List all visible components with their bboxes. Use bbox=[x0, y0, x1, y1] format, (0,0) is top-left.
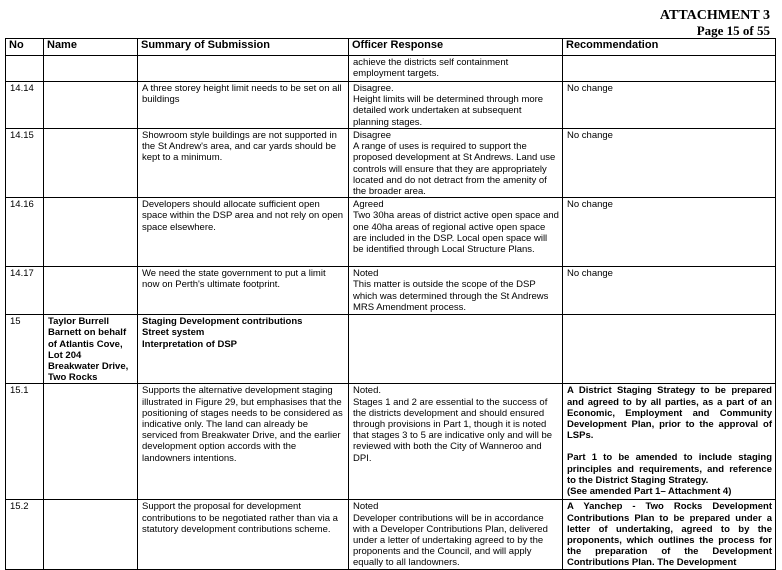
cell-name: Taylor Burrell Barnett on behalf of Atlantis Cove, Lot 204 Breakwater Drive, Two Rocks bbox=[44, 315, 138, 384]
cell-response bbox=[349, 500, 563, 570]
cell-response bbox=[349, 56, 563, 82]
response-verdict: Disagree. bbox=[353, 83, 394, 94]
cell-recommendation bbox=[563, 384, 776, 500]
cell-response bbox=[349, 315, 563, 384]
cell-no: 14.15 bbox=[6, 129, 44, 198]
recommendation-text: A Yanchep - Two Rocks Development Contributions Plan to be prepared under a letter of undertaking, agreed to by the proponents, which outlines the process for the preparation of the Development Contributions Plan. The Development bbox=[567, 501, 772, 569]
recommendation-text: No change bbox=[567, 130, 613, 141]
response-text: Developer contributions will be in accordance with a Developer Contributions Plan, delivered under a letter of undertaking agreed to by the proponents and the Council, and will apply equally to all landowners. bbox=[353, 512, 548, 569]
recommendation-text: No change bbox=[567, 83, 613, 94]
attachment-label: ATTACHMENT 3 bbox=[659, 8, 770, 23]
attachment-header bbox=[660, 8, 770, 38]
summary-text: A three storey height limit needs to be set on all buildings bbox=[142, 83, 342, 106]
recommendation-text: A District Staging Strategy to be prepared and agreed to by all parties, as a part of an Economic, Employment and Community Development Plan, prior to the approval of LSPs. bbox=[567, 385, 772, 442]
cell-name bbox=[44, 56, 138, 82]
topic-item: Interpretation of DSP bbox=[142, 338, 238, 350]
response-verdict: Noted bbox=[353, 268, 379, 280]
paragraph-gap bbox=[567, 441, 772, 452]
table-row bbox=[6, 56, 776, 82]
cell-recommendation bbox=[563, 56, 776, 82]
cell-response bbox=[349, 384, 563, 500]
column-header-recommendation: Recommendation bbox=[563, 39, 776, 56]
cell-summary bbox=[138, 384, 349, 500]
page-number: Page 15 of 55 bbox=[696, 23, 770, 38]
table-row bbox=[6, 315, 776, 384]
cell-recommendation bbox=[563, 198, 776, 267]
topic-item: Staging Development contributions bbox=[142, 316, 303, 328]
cell-name bbox=[44, 267, 138, 315]
cell-no: 14.14 bbox=[6, 82, 44, 129]
cell-summary bbox=[138, 315, 349, 384]
summary-text: Showroom style buildings are not supported in the St Andrew's area, and car yards should be kept to a minimum. bbox=[142, 130, 337, 164]
cell-summary bbox=[138, 56, 349, 82]
table-row bbox=[6, 500, 776, 570]
cell-no: 14.16 bbox=[6, 198, 44, 267]
cell-name bbox=[44, 129, 138, 198]
response-text: Stages 1 and 2 are essential to the success of the districts development and should ensured through provisions in Part 1, though it is noted that stages 3 to 5 are indicative only and will be reviewed with both the City of Wanneroo and DPI. bbox=[353, 396, 553, 464]
table-row bbox=[6, 198, 776, 267]
response-text: This matter is outside the scope of the DSP which was determined through the St Andrews MRS Amendment process. bbox=[353, 279, 549, 313]
cell-no: 15 bbox=[6, 315, 44, 384]
column-header-summary: Summary of Submission bbox=[138, 39, 349, 56]
response-verdict: Disagree bbox=[353, 130, 392, 141]
cell-no: 15.1 bbox=[6, 384, 44, 500]
response-text: Two 30ha areas of district active open space and one 40ha areas of regional active open space are included in the DSP. Local open space will be identified through Local Structure Plans. bbox=[353, 210, 559, 256]
response-verdict: Noted. bbox=[353, 385, 381, 397]
cell-summary bbox=[138, 500, 349, 570]
response-text: A range of uses is required to support the proposed development at St Andrews. Land use controls will ensure that they are appropriately located and do not detract from the amenity of the broader area. bbox=[353, 141, 556, 198]
response-text: Height limits will be determined through more detailed work undertaken at subsequent planning stages. bbox=[353, 94, 544, 128]
response-verdict: Agreed bbox=[353, 199, 384, 211]
table-row bbox=[6, 129, 776, 198]
summary-text: Supports the alternative development staging illustrated in Figure 29, but emphasises that the positioning of stages needs to be considered as indicative only. The land can already be serviced from Breakwater Drive, and the earlier development option accords with the landowners intentions. bbox=[142, 385, 343, 464]
response-verdict: Noted bbox=[353, 501, 379, 513]
cell-response bbox=[349, 129, 563, 198]
cell-name bbox=[44, 500, 138, 570]
cell-response bbox=[349, 82, 563, 129]
recommendation-text: Part 1 to be amended to include staging principles and requirements, and reference to the District Staging Strategy. bbox=[567, 452, 772, 486]
cell-name bbox=[44, 198, 138, 267]
column-header-name: Name bbox=[44, 39, 138, 56]
recommendation-reference: (See amended Part 1– Attachment 4) bbox=[567, 486, 732, 498]
cell-summary bbox=[138, 198, 349, 267]
recommendation-text: No change bbox=[567, 199, 613, 211]
cell-recommendation bbox=[563, 129, 776, 198]
table-row bbox=[6, 267, 776, 315]
table-header-row bbox=[6, 39, 776, 56]
cell-no: 15.2 bbox=[6, 500, 44, 570]
cell-response bbox=[349, 267, 563, 315]
table-row bbox=[6, 82, 776, 129]
column-header-no: No bbox=[6, 39, 44, 56]
summary-text: Support the proposal for development contributions to be negotiated rather than via a statutory development contributions scheme. bbox=[142, 501, 338, 535]
cell-name bbox=[44, 384, 138, 500]
cell-summary bbox=[138, 267, 349, 315]
cell-summary bbox=[138, 129, 349, 198]
cell-recommendation bbox=[563, 500, 776, 570]
cell-response bbox=[349, 198, 563, 267]
cell-no: 14.17 bbox=[6, 267, 44, 315]
cell-no bbox=[6, 56, 44, 82]
cell-recommendation bbox=[563, 82, 776, 129]
recommendation-text: No change bbox=[567, 268, 613, 280]
cell-name bbox=[44, 82, 138, 129]
response-text: achieve the districts self containment employment targets. bbox=[353, 57, 509, 80]
cell-summary bbox=[138, 82, 349, 129]
cell-recommendation bbox=[563, 267, 776, 315]
summary-text: Developers should allocate sufficient open space within the DSP area and not rely on open space elsewhere. bbox=[142, 199, 344, 233]
summary-text: We need the state government to put a limit now on Perth's ultimate footprint. bbox=[142, 268, 326, 291]
cell-recommendation bbox=[563, 315, 776, 384]
submissions-table bbox=[5, 38, 776, 570]
column-header-response: Officer Response bbox=[349, 39, 563, 56]
table-row bbox=[6, 384, 776, 500]
topic-item: Street system bbox=[142, 327, 205, 339]
